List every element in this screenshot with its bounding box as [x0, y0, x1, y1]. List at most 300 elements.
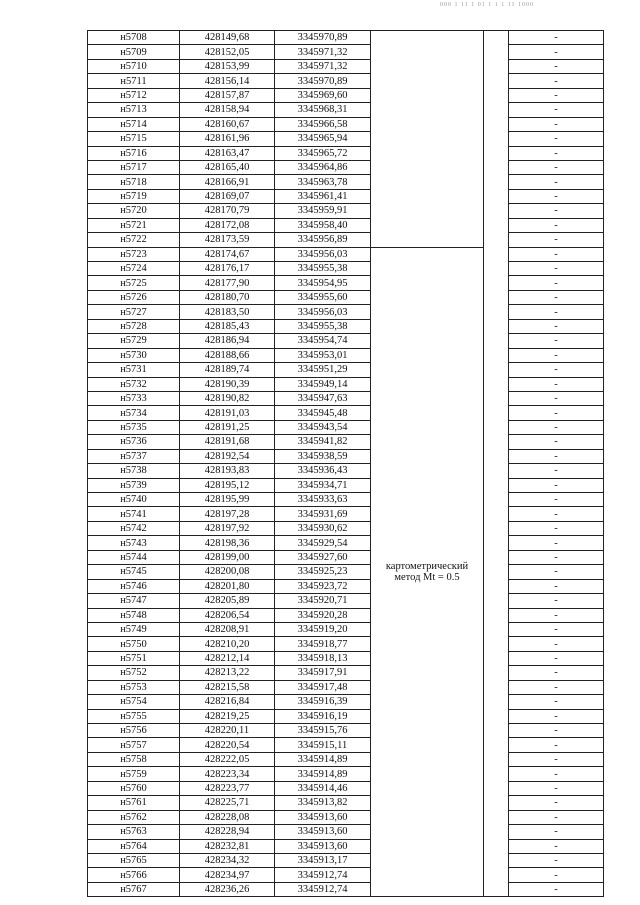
- x-coordinate-cell: 428190,39: [180, 377, 275, 391]
- point-id-cell: н5748: [88, 608, 180, 622]
- y-coordinate-cell: 3345918,13: [275, 651, 371, 665]
- table-row: [88, 160, 604, 174]
- point-id-cell: н5711: [88, 74, 180, 88]
- point-id-cell: н5746: [88, 579, 180, 593]
- table-row: [88, 88, 604, 102]
- table-row: [88, 796, 604, 810]
- dash-cell: -: [509, 853, 604, 867]
- y-coordinate-cell: 3345918,77: [275, 637, 371, 651]
- y-coordinate-cell: 3345913,60: [275, 825, 371, 839]
- dash-cell: -: [509, 45, 604, 59]
- x-coordinate-cell: 428191,68: [180, 435, 275, 449]
- table-row: [88, 724, 604, 738]
- point-id-cell: н5727: [88, 305, 180, 319]
- y-coordinate-cell: 3345951,29: [275, 363, 371, 377]
- x-coordinate-cell: 428220,11: [180, 724, 275, 738]
- y-coordinate-cell: 3345919,20: [275, 622, 371, 636]
- point-id-cell: н5719: [88, 189, 180, 203]
- point-id-cell: н5725: [88, 276, 180, 290]
- x-coordinate-cell: 428223,34: [180, 767, 275, 781]
- table-row: [88, 45, 604, 59]
- table-row: [88, 738, 604, 752]
- table-row: [88, 666, 604, 680]
- table-row: [88, 853, 604, 867]
- dash-cell: -: [509, 218, 604, 232]
- dash-cell: -: [509, 839, 604, 853]
- x-coordinate-cell: 428180,70: [180, 290, 275, 304]
- dash-cell: -: [509, 565, 604, 579]
- dash-cell: -: [509, 449, 604, 463]
- dash-cell: -: [509, 868, 604, 882]
- table-row: [88, 175, 604, 189]
- x-coordinate-cell: 428193,83: [180, 464, 275, 478]
- table-row: [88, 146, 604, 160]
- y-coordinate-cell: 3345966,58: [275, 117, 371, 131]
- x-coordinate-cell: 428153,99: [180, 59, 275, 73]
- point-id-cell: н5709: [88, 45, 180, 59]
- y-coordinate-cell: 3345956,03: [275, 305, 371, 319]
- x-coordinate-cell: 428160,67: [180, 117, 275, 131]
- point-id-cell: н5747: [88, 594, 180, 608]
- point-id-cell: н5736: [88, 435, 180, 449]
- dash-cell: -: [509, 752, 604, 766]
- x-coordinate-cell: 428220,54: [180, 738, 275, 752]
- table-row: [88, 377, 604, 391]
- dash-cell: -: [509, 608, 604, 622]
- point-id-cell: н5720: [88, 204, 180, 218]
- x-coordinate-cell: 428191,03: [180, 406, 275, 420]
- dash-cell: -: [509, 493, 604, 507]
- dash-cell: -: [509, 31, 604, 45]
- dash-cell: -: [509, 406, 604, 420]
- point-id-cell: н5744: [88, 550, 180, 564]
- x-coordinate-cell: 428183,50: [180, 305, 275, 319]
- dash-cell: -: [509, 825, 604, 839]
- dash-cell: -: [509, 189, 604, 203]
- y-coordinate-cell: 3345965,72: [275, 146, 371, 160]
- x-coordinate-cell: 428165,40: [180, 160, 275, 174]
- dash-cell: -: [509, 117, 604, 131]
- y-coordinate-cell: 3345912,74: [275, 882, 371, 896]
- point-id-cell: н5756: [88, 724, 180, 738]
- dash-cell: -: [509, 319, 604, 333]
- method-cell-upper: [371, 31, 484, 248]
- table-row: [88, 550, 604, 564]
- y-coordinate-cell: 3345953,01: [275, 348, 371, 362]
- dash-cell: -: [509, 59, 604, 73]
- table-row: [88, 420, 604, 434]
- point-id-cell: н5730: [88, 348, 180, 362]
- y-coordinate-cell: 3345945,48: [275, 406, 371, 420]
- dash-cell: -: [509, 262, 604, 276]
- page-header-text: 000 1 11 1 01 1 1 1 11 1000: [440, 2, 535, 8]
- dash-cell: -: [509, 160, 604, 174]
- blank-column-cell: [484, 31, 509, 897]
- x-coordinate-cell: 428222,05: [180, 752, 275, 766]
- point-id-cell: н5717: [88, 160, 180, 174]
- dash-cell: -: [509, 781, 604, 795]
- table-row: [88, 478, 604, 492]
- table-row: [88, 622, 604, 636]
- table-row: [88, 493, 604, 507]
- y-coordinate-cell: 3345955,38: [275, 262, 371, 276]
- point-id-cell: н5759: [88, 767, 180, 781]
- y-coordinate-cell: 3345925,23: [275, 565, 371, 579]
- point-id-cell: н5723: [88, 247, 180, 261]
- x-coordinate-cell: 428216,84: [180, 695, 275, 709]
- table-row: [88, 319, 604, 333]
- x-coordinate-cell: 428190,82: [180, 391, 275, 405]
- table-row: [88, 651, 604, 665]
- y-coordinate-cell: 3345930,62: [275, 521, 371, 535]
- point-id-cell: н5710: [88, 59, 180, 73]
- dash-cell: -: [509, 478, 604, 492]
- dash-cell: -: [509, 334, 604, 348]
- point-id-cell: н5712: [88, 88, 180, 102]
- dash-cell: -: [509, 290, 604, 304]
- dash-cell: -: [509, 233, 604, 247]
- y-coordinate-cell: 3345965,94: [275, 132, 371, 146]
- x-coordinate-cell: 428228,94: [180, 825, 275, 839]
- x-coordinate-cell: 428166,91: [180, 175, 275, 189]
- y-coordinate-cell: 3345971,32: [275, 59, 371, 73]
- table-row: [88, 594, 604, 608]
- y-coordinate-cell: 3345913,17: [275, 853, 371, 867]
- dash-cell: -: [509, 146, 604, 160]
- table-row: [88, 449, 604, 463]
- table-row: [88, 709, 604, 723]
- x-coordinate-cell: 428225,71: [180, 796, 275, 810]
- table-row: [88, 810, 604, 824]
- table-row: [88, 882, 604, 896]
- table-row: [88, 233, 604, 247]
- table-row: [88, 391, 604, 405]
- table-row: [88, 637, 604, 651]
- point-id-cell: н5752: [88, 666, 180, 680]
- x-coordinate-cell: 428158,94: [180, 103, 275, 117]
- point-id-cell: н5755: [88, 709, 180, 723]
- y-coordinate-cell: 3345954,95: [275, 276, 371, 290]
- dash-cell: -: [509, 594, 604, 608]
- x-coordinate-cell: 428173,59: [180, 233, 275, 247]
- x-coordinate-cell: 428206,54: [180, 608, 275, 622]
- dash-cell: -: [509, 103, 604, 117]
- y-coordinate-cell: 3345916,39: [275, 695, 371, 709]
- y-coordinate-cell: 3345920,28: [275, 608, 371, 622]
- coordinates-table-body: [88, 31, 604, 897]
- y-coordinate-cell: 3345920,71: [275, 594, 371, 608]
- x-coordinate-cell: 428198,36: [180, 536, 275, 550]
- y-coordinate-cell: 3345915,76: [275, 724, 371, 738]
- point-id-cell: н5765: [88, 853, 180, 867]
- point-id-cell: н5762: [88, 810, 180, 824]
- dash-cell: -: [509, 680, 604, 694]
- y-coordinate-cell: 3345913,60: [275, 839, 371, 853]
- y-coordinate-cell: 3345936,43: [275, 464, 371, 478]
- point-id-cell: н5731: [88, 363, 180, 377]
- table-row: [88, 59, 604, 73]
- dash-cell: -: [509, 695, 604, 709]
- table-row: [88, 103, 604, 117]
- y-coordinate-cell: 3345938,59: [275, 449, 371, 463]
- point-id-cell: н5758: [88, 752, 180, 766]
- point-id-cell: н5743: [88, 536, 180, 550]
- x-coordinate-cell: 428212,14: [180, 651, 275, 665]
- point-id-cell: н5767: [88, 882, 180, 896]
- dash-cell: -: [509, 276, 604, 290]
- table-row: [88, 276, 604, 290]
- y-coordinate-cell: 3345933,63: [275, 493, 371, 507]
- dash-cell: -: [509, 810, 604, 824]
- dash-cell: -: [509, 305, 604, 319]
- x-coordinate-cell: 428234,97: [180, 868, 275, 882]
- y-coordinate-cell: 3345929,54: [275, 536, 371, 550]
- x-coordinate-cell: 428208,91: [180, 622, 275, 636]
- y-coordinate-cell: 3345970,89: [275, 31, 371, 45]
- x-coordinate-cell: 428200,08: [180, 565, 275, 579]
- x-coordinate-cell: 428215,58: [180, 680, 275, 694]
- dash-cell: -: [509, 420, 604, 434]
- table-row: [88, 839, 604, 853]
- dash-cell: -: [509, 882, 604, 896]
- dash-cell: -: [509, 204, 604, 218]
- x-coordinate-cell: 428188,66: [180, 348, 275, 362]
- dash-cell: -: [509, 724, 604, 738]
- x-coordinate-cell: 428195,12: [180, 478, 275, 492]
- point-id-cell: н5749: [88, 622, 180, 636]
- x-coordinate-cell: 428189,74: [180, 363, 275, 377]
- point-id-cell: н5714: [88, 117, 180, 131]
- y-coordinate-cell: 3345959,91: [275, 204, 371, 218]
- table-row: [88, 507, 604, 521]
- x-coordinate-cell: 428201,80: [180, 579, 275, 593]
- dash-cell: -: [509, 391, 604, 405]
- point-id-cell: н5739: [88, 478, 180, 492]
- point-id-cell: н5745: [88, 565, 180, 579]
- dash-cell: -: [509, 637, 604, 651]
- y-coordinate-cell: 3345961,41: [275, 189, 371, 203]
- dash-cell: -: [509, 175, 604, 189]
- x-coordinate-cell: 428199,00: [180, 550, 275, 564]
- y-coordinate-cell: 3345956,89: [275, 233, 371, 247]
- y-coordinate-cell: 3345917,91: [275, 666, 371, 680]
- point-id-cell: н5718: [88, 175, 180, 189]
- table-row: [88, 74, 604, 88]
- table-row: [88, 825, 604, 839]
- y-coordinate-cell: 3345916,19: [275, 709, 371, 723]
- point-id-cell: н5729: [88, 334, 180, 348]
- point-id-cell: н5708: [88, 31, 180, 45]
- dash-cell: -: [509, 377, 604, 391]
- table-row: [88, 363, 604, 377]
- point-id-cell: н5728: [88, 319, 180, 333]
- table-row: [88, 608, 604, 622]
- table-row: [88, 579, 604, 593]
- dash-cell: -: [509, 74, 604, 88]
- x-coordinate-cell: 428191,25: [180, 420, 275, 434]
- y-coordinate-cell: 3345913,82: [275, 796, 371, 810]
- point-id-cell: н5741: [88, 507, 180, 521]
- x-coordinate-cell: 428163,47: [180, 146, 275, 160]
- point-id-cell: н5763: [88, 825, 180, 839]
- table-row: [88, 334, 604, 348]
- table-row: [88, 132, 604, 146]
- point-id-cell: н5724: [88, 262, 180, 276]
- table-row: [88, 305, 604, 319]
- y-coordinate-cell: 3345915,11: [275, 738, 371, 752]
- dash-cell: -: [509, 767, 604, 781]
- y-coordinate-cell: 3345958,40: [275, 218, 371, 232]
- point-id-cell: н5751: [88, 651, 180, 665]
- y-coordinate-cell: 3345947,63: [275, 391, 371, 405]
- x-coordinate-cell: 428170,79: [180, 204, 275, 218]
- dash-cell: -: [509, 651, 604, 665]
- x-coordinate-cell: 428177,90: [180, 276, 275, 290]
- dash-cell: -: [509, 435, 604, 449]
- table-row: [88, 406, 604, 420]
- y-coordinate-cell: 3345949,14: [275, 377, 371, 391]
- x-coordinate-cell: 428156,14: [180, 74, 275, 88]
- x-coordinate-cell: 428169,07: [180, 189, 275, 203]
- x-coordinate-cell: 428186,94: [180, 334, 275, 348]
- dash-cell: -: [509, 622, 604, 636]
- y-coordinate-cell: 3345971,32: [275, 45, 371, 59]
- x-coordinate-cell: 428174,67: [180, 247, 275, 261]
- point-id-cell: н5766: [88, 868, 180, 882]
- x-coordinate-cell: 428192,54: [180, 449, 275, 463]
- y-coordinate-cell: 3345963,78: [275, 175, 371, 189]
- table-row: [88, 290, 604, 304]
- table-row: [88, 521, 604, 535]
- dash-cell: -: [509, 348, 604, 362]
- y-coordinate-cell: 3345969,60: [275, 88, 371, 102]
- point-id-cell: н5761: [88, 796, 180, 810]
- point-id-cell: н5726: [88, 290, 180, 304]
- x-coordinate-cell: 428210,20: [180, 637, 275, 651]
- y-coordinate-cell: 3345970,89: [275, 74, 371, 88]
- table-row: [88, 204, 604, 218]
- dash-cell: -: [509, 738, 604, 752]
- y-coordinate-cell: 3345912,74: [275, 868, 371, 882]
- x-coordinate-cell: 428197,92: [180, 521, 275, 535]
- table-row: [88, 752, 604, 766]
- x-coordinate-cell: 428205,89: [180, 594, 275, 608]
- x-coordinate-cell: 428223,77: [180, 781, 275, 795]
- point-id-cell: н5754: [88, 695, 180, 709]
- table-row: [88, 435, 604, 449]
- method-cell: [371, 247, 484, 897]
- table-row: [88, 680, 604, 694]
- point-id-cell: н5742: [88, 521, 180, 535]
- point-id-cell: н5735: [88, 420, 180, 434]
- y-coordinate-cell: 3345927,60: [275, 550, 371, 564]
- dash-cell: -: [509, 550, 604, 564]
- dash-cell: -: [509, 363, 604, 377]
- point-id-cell: н5716: [88, 146, 180, 160]
- point-id-cell: н5721: [88, 218, 180, 232]
- dash-cell: -: [509, 464, 604, 478]
- y-coordinate-cell: 3345968,31: [275, 103, 371, 117]
- dash-cell: -: [509, 666, 604, 680]
- dash-cell: -: [509, 88, 604, 102]
- y-coordinate-cell: 3345913,60: [275, 810, 371, 824]
- point-id-cell: н5733: [88, 391, 180, 405]
- x-coordinate-cell: 428232,81: [180, 839, 275, 853]
- method-line-1: картометрический: [385, 560, 469, 572]
- x-coordinate-cell: 428176,17: [180, 262, 275, 276]
- x-coordinate-cell: 428172,08: [180, 218, 275, 232]
- y-coordinate-cell: 3345964,86: [275, 160, 371, 174]
- point-id-cell: н5753: [88, 680, 180, 694]
- x-coordinate-cell: 428195,99: [180, 493, 275, 507]
- point-id-cell: н5722: [88, 233, 180, 247]
- x-coordinate-cell: 428228,08: [180, 810, 275, 824]
- table-row: [88, 464, 604, 478]
- y-coordinate-cell: 3345943,54: [275, 420, 371, 434]
- table-row: [88, 218, 604, 232]
- y-coordinate-cell: 3345917,48: [275, 680, 371, 694]
- dash-cell: -: [509, 536, 604, 550]
- dash-cell: -: [509, 521, 604, 535]
- dash-cell: -: [509, 132, 604, 146]
- x-coordinate-cell: 428149,68: [180, 31, 275, 45]
- y-coordinate-cell: 3345956,03: [275, 247, 371, 261]
- table-row: [88, 565, 604, 579]
- point-id-cell: н5737: [88, 449, 180, 463]
- x-coordinate-cell: 428197,28: [180, 507, 275, 521]
- y-coordinate-cell: 3345955,60: [275, 290, 371, 304]
- point-id-cell: н5715: [88, 132, 180, 146]
- table-row: [88, 868, 604, 882]
- point-id-cell: н5757: [88, 738, 180, 752]
- point-id-cell: н5734: [88, 406, 180, 420]
- point-id-cell: н5750: [88, 637, 180, 651]
- table-row: [88, 695, 604, 709]
- x-coordinate-cell: 428152,05: [180, 45, 275, 59]
- table-row: [88, 31, 604, 45]
- table-row: [88, 262, 604, 276]
- point-id-cell: н5713: [88, 103, 180, 117]
- table-row: [88, 348, 604, 362]
- x-coordinate-cell: 428157,87: [180, 88, 275, 102]
- dash-cell: -: [509, 507, 604, 521]
- x-coordinate-cell: 428219,25: [180, 709, 275, 723]
- y-coordinate-cell: 3345914,46: [275, 781, 371, 795]
- dash-cell: -: [509, 247, 604, 261]
- dash-cell: -: [509, 579, 604, 593]
- x-coordinate-cell: 428234,32: [180, 853, 275, 867]
- table-row: [88, 247, 604, 261]
- y-coordinate-cell: 3345954,74: [275, 334, 371, 348]
- dash-cell: -: [509, 796, 604, 810]
- table-row: [88, 117, 604, 131]
- point-id-cell: н5760: [88, 781, 180, 795]
- y-coordinate-cell: 3345914,89: [275, 752, 371, 766]
- point-id-cell: н5740: [88, 493, 180, 507]
- point-id-cell: н5764: [88, 839, 180, 853]
- point-id-cell: н5732: [88, 377, 180, 391]
- point-id-cell: н5738: [88, 464, 180, 478]
- x-coordinate-cell: 428185,43: [180, 319, 275, 333]
- y-coordinate-cell: 3345923,72: [275, 579, 371, 593]
- y-coordinate-cell: 3345941,82: [275, 435, 371, 449]
- x-coordinate-cell: 428213,22: [180, 666, 275, 680]
- method-line-2: метод Mt = 0.5: [394, 571, 460, 583]
- y-coordinate-cell: 3345955,38: [275, 319, 371, 333]
- y-coordinate-cell: 3345931,69: [275, 507, 371, 521]
- y-coordinate-cell: 3345914,89: [275, 767, 371, 781]
- coordinates-table: [87, 30, 604, 897]
